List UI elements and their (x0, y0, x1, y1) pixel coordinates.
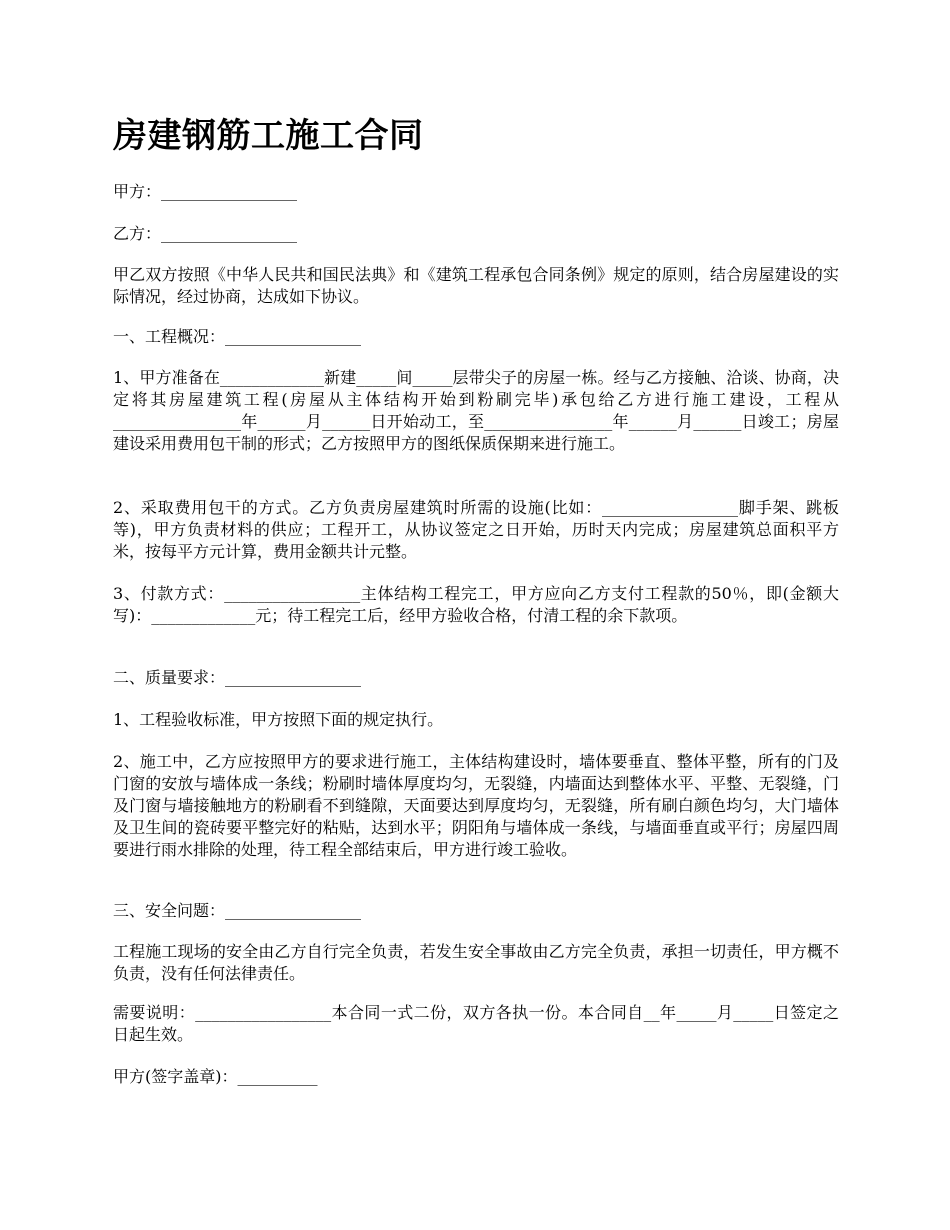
section-3-heading: 三、安全问题：_________________ (113, 901, 362, 920)
section-3-body: 工程施工现场的安全由乙方自行完全负责，若发生安全事故由乙方完全负责，承担一切责任，甲方概不负责，没有任何法律责任。 (113, 942, 839, 983)
section-2-item-1: 1、工程验收标准，甲方按照下面的规定执行。 (113, 710, 444, 729)
section-2-heading: 二、质量要求：_________________ (113, 668, 362, 687)
section-2-item-2: 2、施工中，乙方应按照甲方的要求进行施工，主体结构建设时，墙体要垂直、整体平整，所有的门及门窗的安放与墙体成一条线；粉刷时墙体厚度均匀，无裂缝，内墙面达到整体水平、平整、无裂缝，门及门窗与墙接触地方的粉刷看不到缝隙，天面要达到厚度均匀，无裂缝，所有刷白颜色均匀，大门墙体及卫生间的瓷砖要平整完好的粘贴，达到水平；阴阳角与墙体成一条线，与墙面垂直或平行；房屋四周要进行雨水排除的处理，待工程全部结束后，甲方进行竣工验收。 (113, 752, 839, 859)
party-a-signature: 甲方(签字盖章)：__________ (113, 1067, 318, 1086)
contract-page (113, 0, 839, 1230)
section-1-item-1: 1、甲方准备在_____________新建_____间_____层带尖子的房屋一栋。经与乙方接触、洽谈、协商，决定将其房屋建筑工程(房屋从主体结构开始到粉刷完毕)承包给乙方进行施工建设，工程从________________年______月______日开始动工，至________________年______月______日竣工；房屋建设采用费用包干制的形式；乙方按照甲方的图纸保质保期来进行施工。 (113, 368, 839, 453)
intro-paragraph: 甲乙双方按照《中华人民共和国民法典》和《建筑工程承包合同条例》规定的原则，结合房屋建设的实际情况，经过协商，达成如下协议。 (113, 265, 839, 306)
party-b-line: 乙方：_________________ (113, 224, 298, 243)
section-1-item-3: 3、付款方式：_________________主体结构工程完工，甲方应向乙方支付工程款的50％，即(金额大写)：_____________元；待工程完工后，经甲方验收合格，付清工程的余下款项。 (113, 584, 839, 625)
notes-paragraph: 需要说明：_________________本合同一式二份，双方各执一份。本合同自__年_____月_____日签定之日起生效。 (113, 1003, 839, 1044)
section-1-heading: 一、工程概况：_________________ (113, 327, 362, 346)
section-1-item-2: 2、采取费用包干的方式。乙方负责房屋建筑时所需的设施(比如：_________________脚手架、跳板等)，甲方负责材料的供应；工程开工，从协议签定之日开始，历时天内完成；房屋建筑总面积平方米，按每平方元计算，费用金额共计元整。 (113, 498, 839, 561)
party-a-line: 甲方：_________________ (113, 182, 298, 201)
document-title: 房建钢筋工施工合同 (113, 116, 424, 156)
